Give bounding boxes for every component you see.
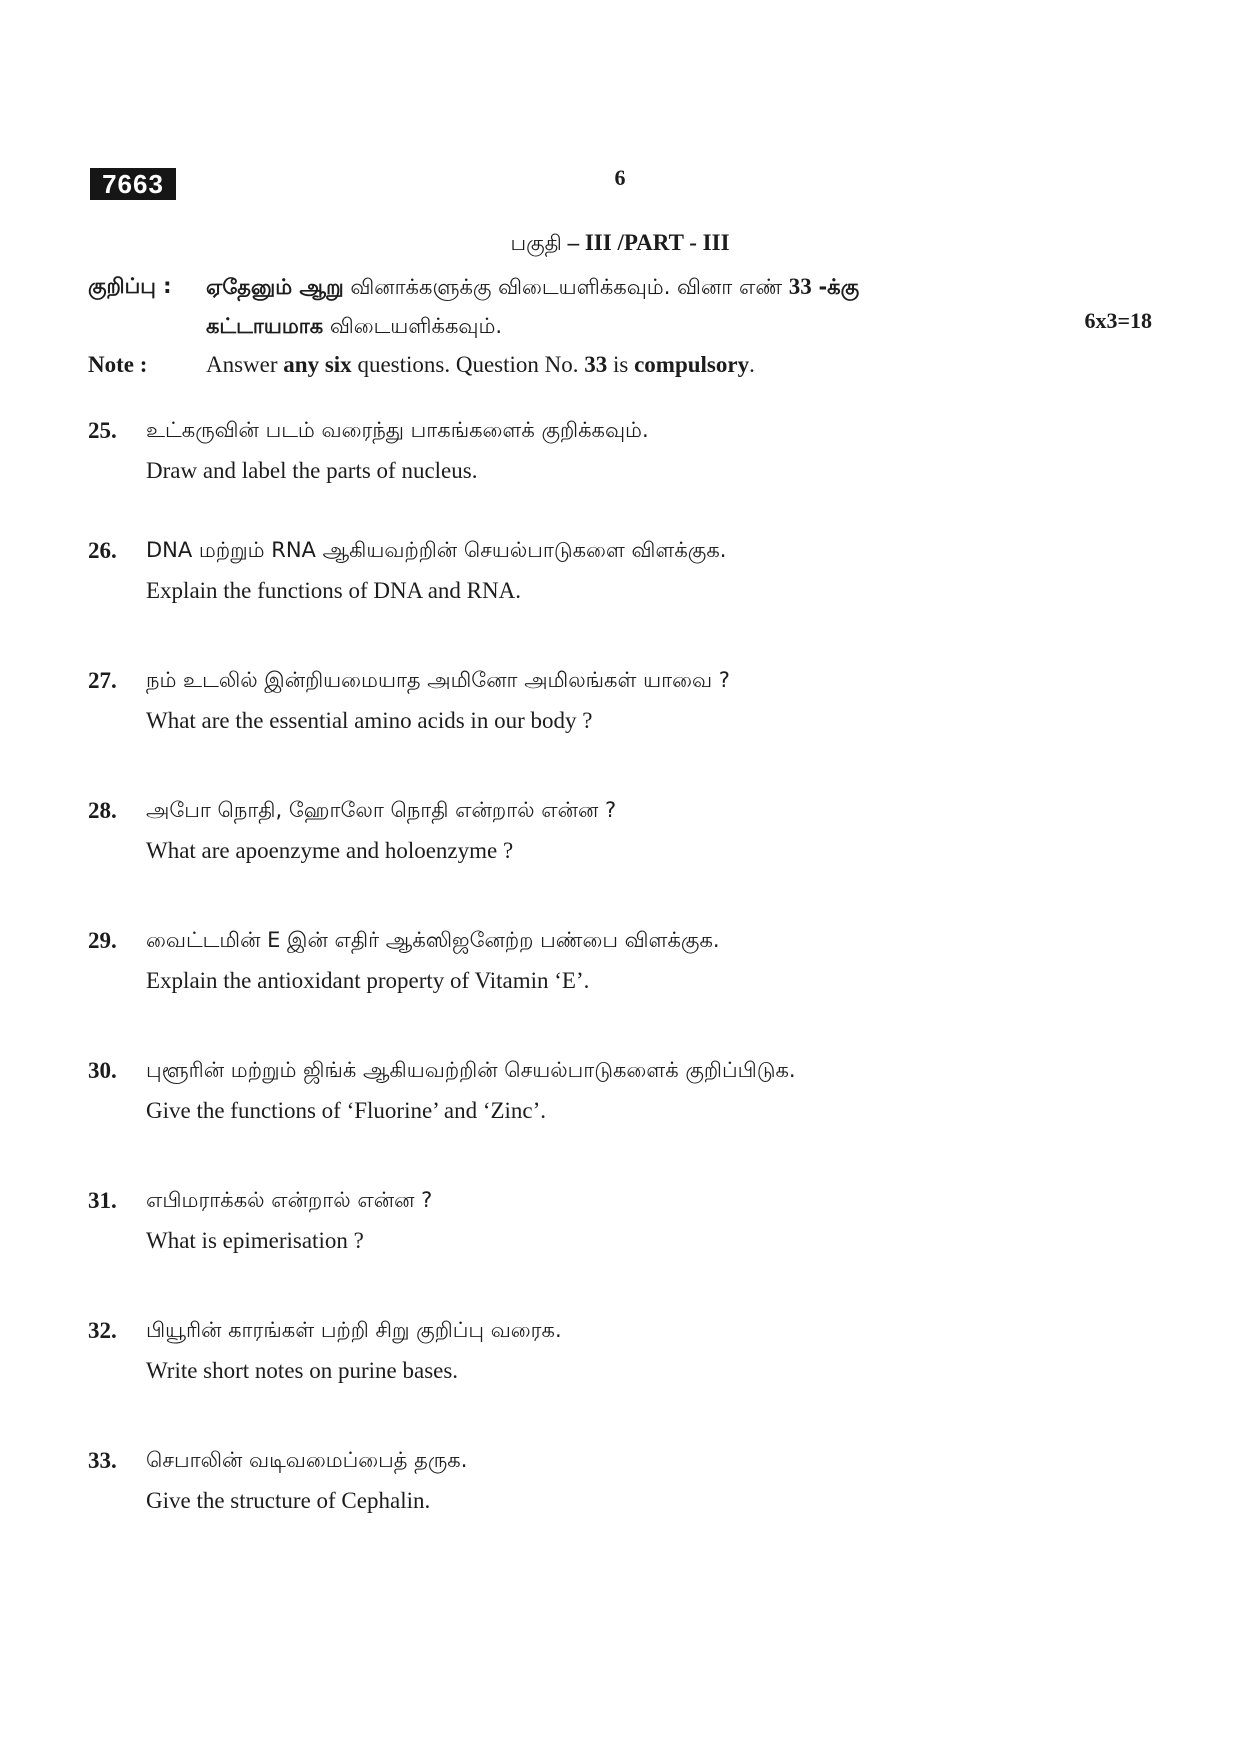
question-number: 33. [88, 1448, 117, 1473]
note-english-bold-2: 33 [584, 352, 608, 377]
note-tamil-number: 33 [788, 274, 812, 299]
question-number: 32. [88, 1318, 117, 1343]
question-english: What are apoenzyme and holoenzyme ? [146, 838, 514, 863]
note-english-bold-1: any six [283, 352, 352, 377]
question-number: 30. [88, 1058, 117, 1083]
note-english-part-2: questions. Question No. [351, 352, 585, 377]
question-number: 28. [88, 798, 117, 823]
question-32 [88, 1318, 1148, 1408]
question-tamil: செபாலின் வடிவமைப்பைத் தருக. [146, 1448, 468, 1472]
question-number: 25. [88, 418, 117, 443]
part-heading [0, 230, 1240, 258]
question-number: 27. [88, 668, 117, 693]
question-tamil: அபோ நொதி, ஹோலோ நொதி என்றால் என்ன ? [146, 798, 617, 822]
question-tamil: புளூரின் மற்றும் ஜிங்க் ஆகியவற்றின் செயல்பாடுகளைக் குறிப்பிடுக. [146, 1058, 796, 1082]
question-number: 29. [88, 928, 117, 953]
paper-code-badge: 7663 [90, 168, 176, 200]
question-english: What are the essential amino acids in our body ? [146, 708, 593, 733]
question-number: 26. [88, 538, 117, 563]
note-tamil-bold-2: கட்டாயமாக [206, 314, 324, 338]
question-english: Write short notes on purine bases. [146, 1358, 459, 1383]
part-heading-english: – III /PART - III [567, 230, 730, 255]
question-english: What is epimerisation ? [146, 1228, 364, 1253]
note-tamil-line-1 [206, 274, 1186, 302]
note-english-part-1: Answer [206, 352, 284, 377]
question-english: Draw and label the parts of nucleus. [146, 458, 478, 483]
question-tamil: பியூரின் காரங்கள் பற்றி சிறு குறிப்பு வரைக. [146, 1318, 562, 1342]
question-25 [88, 418, 1148, 508]
marks-allocation: 6x3=18 [1084, 308, 1152, 333]
question-english: Give the structure of Cephalin. [146, 1488, 431, 1513]
question-tamil: உட்கருவின் படம் வரைந்து பாகங்களைக் குறிக்கவும். [146, 418, 649, 442]
note-tamil-label: குறிப்பு : [88, 274, 172, 298]
question-english: Explain the antioxidant property of Vitamin ‘E’. [146, 968, 590, 993]
question-29 [88, 928, 1148, 1018]
question-tamil: DNA மற்றும் RNA ஆகியவற்றின் செயல்பாடுகளை விளக்குக. [146, 538, 727, 562]
note-tamil-bold-1: ஏதேனும் ஆறு [206, 275, 344, 299]
note-english-part-3: is [607, 352, 635, 377]
question-tamil: வைட்டமின் E இன் எதிர் ஆக்ஸிஜனேற்ற பண்பை விளக்குக. [146, 928, 720, 952]
question-english: Explain the functions of DNA and RNA. [146, 578, 521, 603]
question-27 [88, 668, 1148, 758]
question-31 [88, 1188, 1148, 1278]
question-26 [88, 538, 1148, 628]
note-tamil-text-1: வினாக்களுக்கு விடையளிக்கவும். வினா எண் [350, 275, 783, 299]
question-number: 31. [88, 1188, 117, 1213]
question-english: Give the functions of ‘Fluorine’ and ‘Zinc’. [146, 1098, 547, 1123]
question-30 [88, 1058, 1148, 1148]
note-english-bold-3: compulsory [634, 352, 750, 377]
note-tamil-line-2 [206, 314, 502, 341]
note-english-label: Note : [88, 352, 148, 377]
note-english-text [206, 352, 755, 378]
question-tamil: எபிமராக்கல் என்றால் என்ன ? [146, 1188, 433, 1212]
question-28 [88, 798, 1148, 888]
note-tamil-text-2: விடையளிக்கவும். [329, 314, 503, 338]
note-tamil-suffix: -க்கு [818, 275, 860, 299]
question-tamil: நம் உடலில் இன்றியமையாத அமினோ அமிலங்கள் யாவை ? [146, 668, 730, 692]
page-number: 6 [614, 165, 626, 190]
part-heading-tamil: பகுதி [510, 231, 562, 255]
question-33 [88, 1448, 1148, 1538]
note-english-part-4: . [749, 352, 755, 377]
